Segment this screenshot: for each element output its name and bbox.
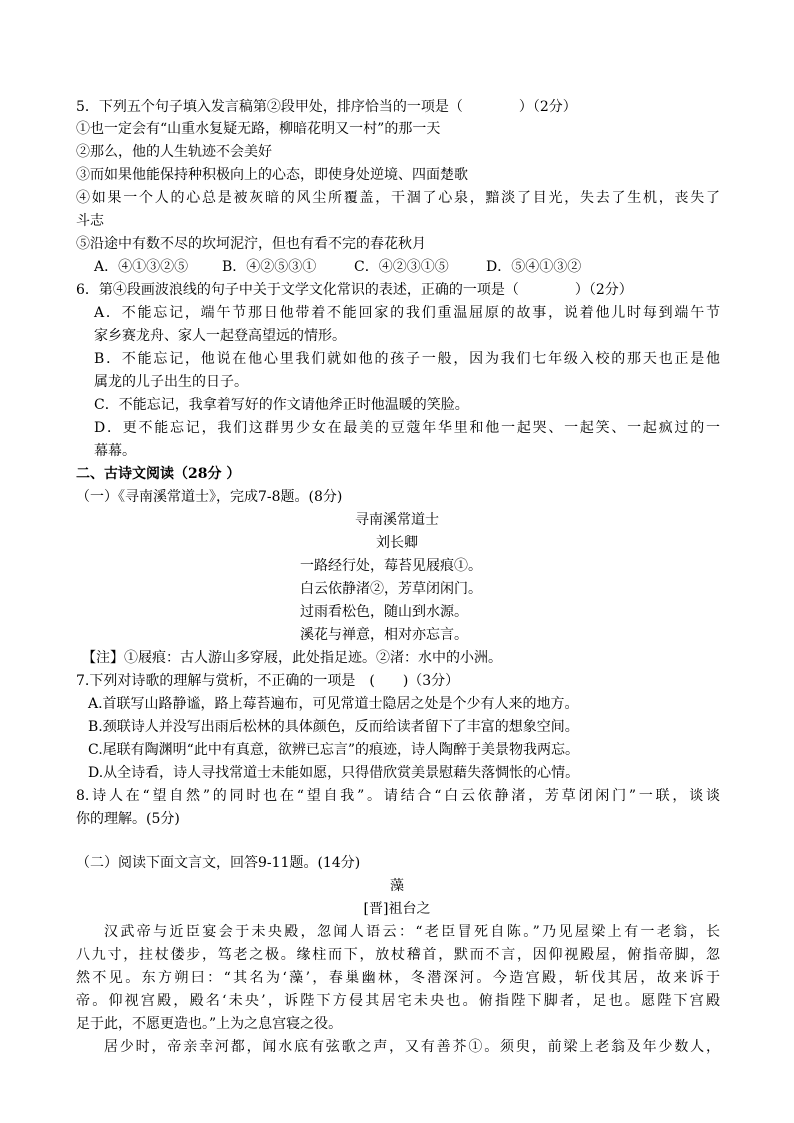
passage-line-6: 居少时，帝亲幸河都，闻水底有弦歌之声，又有善芥①。须臾，前梁上老翁及年少数人，: [104, 1039, 720, 1055]
passage-line-3: 然不见。东方朔曰：“其名为‘藻’，春巢幽林，冬潜深河。今造宫殿，斩伐其居，故来诉于: [76, 970, 720, 986]
q7-option-c: C.尾联有陶渊明“此中有真意，欲辨已忘言”的痕迹，诗人陶醉于美景物我两忘。: [88, 742, 579, 758]
passage-line-4: 帝。仰视宫殿，殿名‘未央’，诉陛下方侵其居宅未央也。俯指陛下脚者，足也。愿陛下宫殿: [76, 993, 720, 1009]
q7-option-b: B.颈联诗人并没写出雨后松林的具体颜色，反而给读者留下了丰富的想象空间。: [88, 719, 579, 735]
poem-line-3: 过雨看松色，随山到水源。: [300, 604, 468, 620]
q6-option-c: C．不能忘记，我拿着写好的作文请他斧正时他温暖的笑脸。: [94, 397, 469, 413]
part-1-intro: （一）《寻南溪常道士》，完成7-8题。(8分): [76, 489, 343, 505]
q8-line-2: 你的理解。(5分): [76, 811, 180, 827]
q5-option-d: D．⑤④①③②: [486, 259, 582, 275]
q5-option-c: C．④②③①⑤: [354, 259, 449, 275]
q6-option-a-line2: 家乡赛龙舟、家人一起登高望远的情形。: [94, 328, 346, 344]
passage-line-5: 足于此，不愿更造也。”上为之息宫寝之役。: [76, 1016, 343, 1032]
passage-author: [晋]祖台之: [363, 901, 431, 917]
q5-stem: 5．下列五个句子填入发言稿第②段甲处，排序恰当的一项是（ ）（2分）: [76, 99, 577, 115]
q7-stem: 7.下列对诗歌的理解与赏析，不正确的一项是 ( )（3分）: [76, 673, 460, 689]
q6-option-b-line2: 属龙的儿子出生的日子。: [94, 374, 248, 390]
q6-option-b-line1: B．不能忘记，他说在他心里我们就如他的孩子一般，因为我们七年级入校的那天也正是他: [94, 351, 720, 367]
q5-sentence-1: ①也一定会有“山重水复疑无路，柳暗花明又一村”的那一天: [76, 121, 441, 137]
section-2-heading: 二、古诗文阅读（28分 ）: [76, 466, 241, 482]
q5-sentence-4-line2: 斗志: [76, 213, 104, 229]
poem-note: 【注】①屐痕：古人游山多穿屐，此处指足迹。②渚：水中的小洲。: [82, 650, 502, 666]
poem-author: 刘长卿: [376, 535, 418, 551]
poem-line-1: 一路经行处，莓苔见屐痕①。: [300, 558, 482, 574]
q5-option-a: A．④①③②⑤: [94, 259, 189, 275]
q6-stem: 6．第④段画波浪线的句子中关于文学文化常识的表述，正确的一项是（ ）（2分）: [76, 282, 633, 298]
poem-title: 寻南溪常道士: [355, 512, 439, 528]
q5-option-b: B．④②⑤③①: [222, 259, 317, 275]
q7-option-d: D.从全诗看，诗人寻找常道士未能如愿，只得借欣赏美景慰藉失落惆怅的心情。: [88, 765, 580, 781]
poem-line-4: 溪花与禅意，相对亦忘言。: [300, 627, 468, 643]
q5-options: [94, 256, 581, 278]
q8-line-1: 8.诗人在“望自然”的同时也在“望自我”。请结合“白云依静渚，芳草闭闲门”一联，谈谈: [76, 788, 720, 804]
q6-option-a-line1: A．不能忘记，端午节那日他带着不能回家的我们重温屈原的故事，说着他儿时每到端午节: [94, 305, 720, 321]
q5-sentence-2: ②那么，他的人生轨迹不会美好: [76, 144, 272, 160]
q6-option-d-line1: D．更不能忘记，我们这群男少女在最美的豆蔻年华里和他一起哭、一起笑、一起疯过的一: [94, 420, 720, 436]
q5-sentence-4-line1: ④如果一个人的心总是被灰暗的风尘所覆盖，干涸了心泉，黯淡了目光，失去了生机，丧失了: [76, 190, 720, 206]
poem-line-2: 白云依静渚②，芳草闭闲门。: [300, 581, 482, 597]
passage-line-1: 汉武帝与近臣宴会于未央殿，忽闻人语云：“老臣冒死自陈。”乃见屋梁上有一老翁，长: [104, 924, 720, 940]
q7-option-a: A.首联写山路静谧，路上莓苔遍布，可见常道士隐居之处是个少有人来的地方。: [88, 696, 579, 712]
passage-title: 藻: [390, 878, 404, 894]
q5-sentence-3: ③而如果他能保持种积极向上的心态，即使身处逆境、四面楚歌: [76, 167, 468, 183]
q5-sentence-5: ⑤沿途中有数不尽的坎坷泥泞，但也有看不完的春花秋月: [76, 236, 426, 252]
q6-option-d-line2: 幕幕。: [94, 443, 136, 459]
part-2-intro: （二）阅读下面文言文，回答9-11题。(14分): [76, 855, 361, 871]
passage-line-2: 八九寸，拄杖偻步，笃老之极。缘柱而下，放杖稽首，默而不言，因仰视殿屋，俯指帝脚，忽: [76, 947, 720, 963]
